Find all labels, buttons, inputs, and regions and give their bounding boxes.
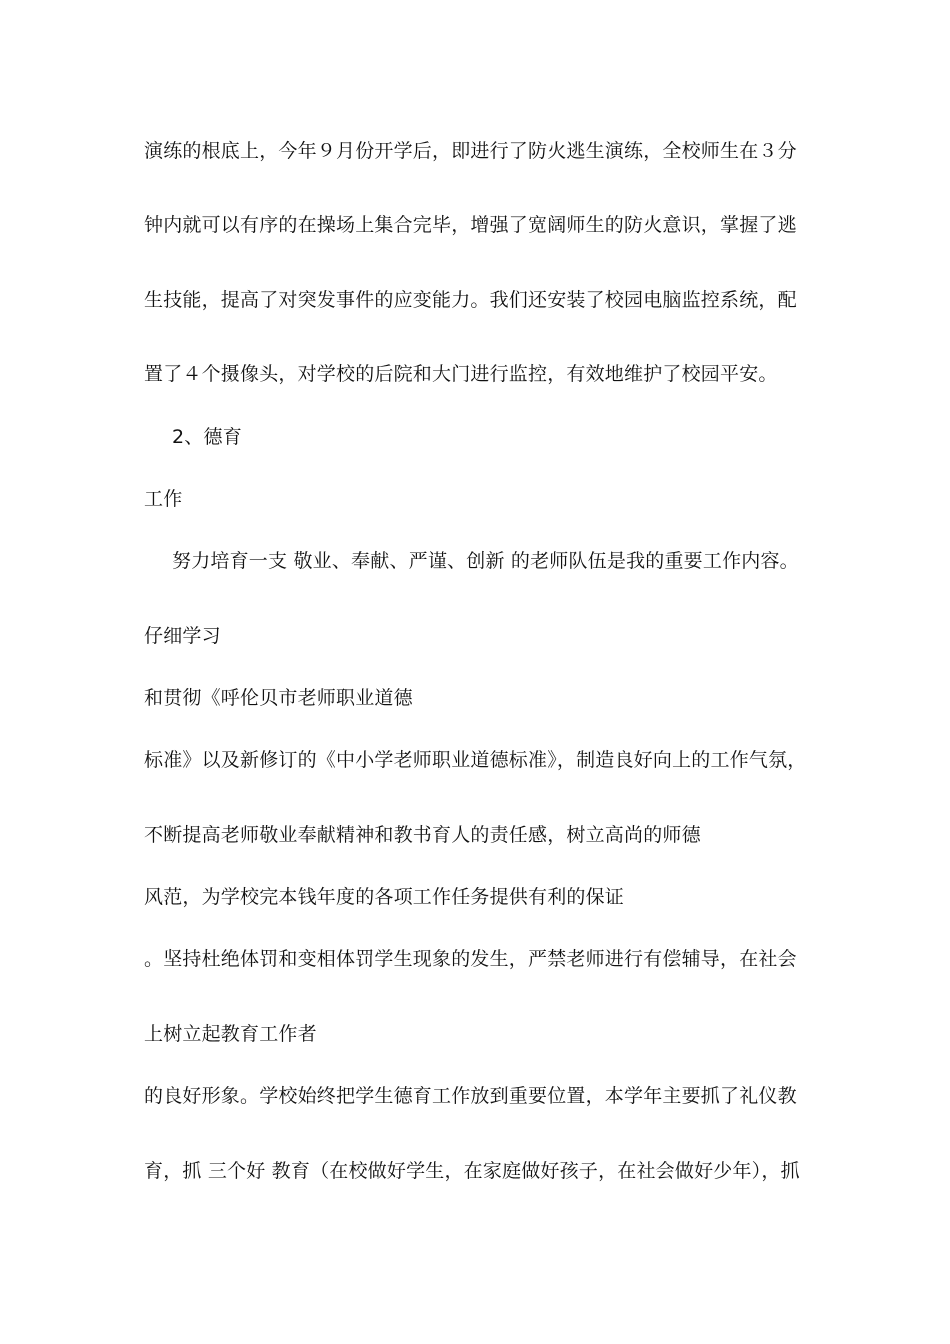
text-line: 。坚持杜绝体罚和变相体罚学生现象的发生，严禁老师进行有偿辅导，在社会 xyxy=(144,948,797,970)
text-line: 钟内就可以有序的在操场上集合完毕，增强了宽阔师生的防火意识，掌握了逃 xyxy=(144,214,797,236)
text-line: 不断提高老师敬业奉献精神和教书育人的责任感，树立高尚的师德 xyxy=(144,824,701,846)
text-line: 努力培育一支 敬业、奉献、严谨、创新 的老师队伍是我的重要工作内容。 xyxy=(172,550,799,572)
text-line: 上树立起教育工作者 xyxy=(144,1023,317,1045)
text-line: 工作 xyxy=(144,488,183,510)
section-heading: 2、德育 xyxy=(172,426,242,448)
text-line: 风范，为学校完本钱年度的各项工作任务提供有利的保证 xyxy=(144,886,625,908)
text-line: 仔细学习 xyxy=(144,625,221,647)
text-line: 和贯彻《呼伦贝市老师职业道德 xyxy=(144,687,413,709)
text-line: 生技能，提高了对突发事件的应变能力。我们还安装了校园电脑监控系统，配 xyxy=(144,289,797,311)
text-line: 标准》以及新修订的《中小学老师职业道德标准》，制造良好向上的工作气氛， xyxy=(144,749,807,771)
text-line: 的良好形象。学校始终把学生德育工作放到重要位置，本学年主要抓了礼仪教 xyxy=(144,1085,797,1107)
text-line: 育，抓 三个好 教育（在校做好学生，在家庭做好孩子，在社会做好少年），抓 xyxy=(144,1160,800,1182)
text-line: 演练的根底上，今年９月份开学后，即进行了防火逃生演练，全校师生在３分 xyxy=(144,140,797,162)
text-line: 置了４个摄像头，对学校的后院和大门进行监控，有效地维护了校园平安。 xyxy=(144,363,778,385)
